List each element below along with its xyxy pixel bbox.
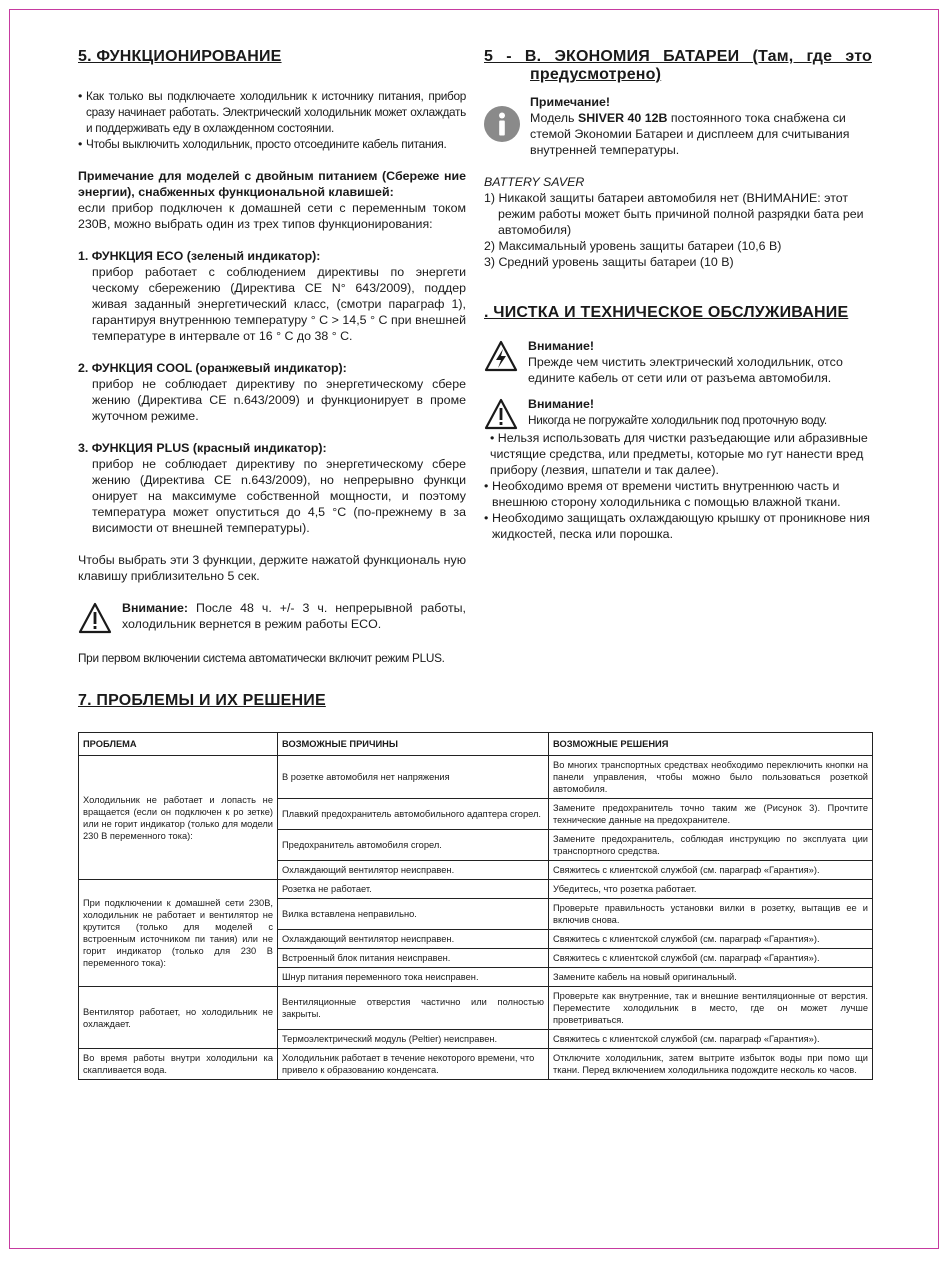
troubleshooting-table <box>78 732 873 1080</box>
warning-label: Внимание! <box>528 339 595 353</box>
warning-text-cont: • Нельзя использовать для чистки разъедающие или абразивные чистящие средства, или предметы, которые мо гут нанести вред прибору (лезвия, шпатели и так далее). <box>490 431 868 477</box>
cause-cell: Предохранитель автомобиля сгорел. <box>278 830 549 861</box>
warning-text: Никогда не погружайте холодильник под проточную воду. <box>528 413 827 427</box>
func-cool-body: прибор не соблюдает директиву по энергетическому сбере жению (Директива CE n.643/2009) и функционирует в проме жуточном режиме. <box>92 377 466 423</box>
list-item: • Необходимо время от времени чистить внутреннюю часть и внешнюю сторону холодильника с помощью влажной ткани. <box>484 479 841 509</box>
solution-cell: Убедитесь, что розетка работает. <box>549 880 873 899</box>
warning-label: Внимание! <box>528 397 595 411</box>
solution-cell: Свяжитесь с клиентской службой (см. параграф «Гарантия»). <box>549 930 873 949</box>
cause-cell: Охлаждающий вентилятор неисправен. <box>278 861 549 880</box>
cleaning-section-title: . ЧИСТКА И ТЕХНИЧЕСКОЕ ОБСЛУЖИВАНИЕ <box>484 304 849 321</box>
cause-cell: Термоэлектрический модуль (Peltier) неисправен. <box>278 1030 549 1049</box>
dual-note-title: Примечание для моделей с двойным питанием (Сбереже ние энергии), снабженных функциональной клавишей: <box>78 169 466 199</box>
battery-section-title-cont: предусмотрено) <box>530 66 662 83</box>
note-label: Примечание! <box>530 95 611 109</box>
table-row <box>79 756 873 799</box>
cause-cell: Холодильник работает в течение некоторого времени, что привело к образованию конденсата. <box>278 1049 549 1080</box>
cause-cell: Охлаждающий вентилятор неисправен. <box>278 930 549 949</box>
select-instructions: Чтобы выбрать эти 3 функции, держите нажатой функциональ ную клавишу приблизительно 5 сек. <box>78 553 466 583</box>
list-item: 3) Средний уровень защиты батареи (10 В) <box>484 255 734 269</box>
left-column <box>78 48 466 666</box>
warning-cleaning-1 <box>484 338 872 386</box>
battery-section-title: 5 - B. ЭКОНОМИЯ БАТАРЕИ (Там, где это <box>484 48 872 65</box>
electric-hazard-icon <box>484 340 518 372</box>
problem-cell: Во время работы внутри холодильни ка скапливается вода. <box>79 1049 278 1080</box>
list-item: 1) Никакой защиты батареи автомобиля нет (ВНИМАНИЕ: этот режим работы может быть причиной полной разрядки бата реи автомобиля) <box>484 191 864 237</box>
dual-note-body: если прибор подключен к домашней сети с переменным током 230В, можно выбрать один из трех типов функционирования: <box>78 201 466 231</box>
header-causes: ВОЗМОЖНЫЕ ПРИЧИНЫ <box>278 733 549 756</box>
cause-cell: Розетка не работает. <box>278 880 549 899</box>
list-item: • Чтобы выключить холодильник, просто отсоедините кабель питания. <box>78 137 447 151</box>
section5-title: 5. ФУНКЦИОНИРОВАНИЕ <box>78 48 282 65</box>
cause-cell: Вилка вставлена неправильно. <box>278 899 549 930</box>
cause-cell: Встроенный блок питания неисправен. <box>278 949 549 968</box>
header-solutions: ВОЗМОЖНЫЕ РЕШЕНИЯ <box>549 733 873 756</box>
warning-eco <box>78 600 466 634</box>
header-problem: ПРОБЛЕМА <box>79 733 278 756</box>
solution-cell: Отключите холодильник, затем вытрите избыток воды при помо щи ткани. Перед включением холодильника подождите несколь ко часов. <box>549 1049 873 1080</box>
cleaning-bullets <box>484 478 872 542</box>
table-row <box>79 880 873 899</box>
intro-bullets <box>78 88 466 152</box>
solution-cell: Во многих транспортных средствах необходимо переключить кнопки на панели управления, чтобы можно было пользоваться розеткой автомобиля. <box>549 756 873 799</box>
func-eco-body: прибор работает с соблюдением директивы по энергети ческому сбережению (Директива CE N° 643/2009), поддер живая заданный энергетический класс, (смотри параграф 1), гарантируя внутреннюю температуру ° C > 14,5 ° C при внешней температуре в интервале от 16 ° C до 38 ° C. <box>92 265 466 343</box>
cause-cell: Вентиляционные отверстия частично или полностью закрыты. <box>278 987 549 1030</box>
info-icon <box>484 106 520 142</box>
warning-text: Прежде чем чистить электрический холодильник, отсо едините кабель от сети или от разъема автомобиля. <box>528 355 843 385</box>
problem-cell: Вентилятор работает, но холодильник не охлаждает. <box>79 987 278 1049</box>
func-eco-title: 1. ФУНКЦИЯ ECO (зеленый индикатор): <box>78 249 321 263</box>
problem-cell: Холодильник не работает и лопасть не вращается (если он подключен к ро зетке) или не горит индикатор (только для модели 230 В переменного тока): <box>79 756 278 880</box>
list-item: 2) Максимальный уровень защиты батареи (10,6 В) <box>484 239 782 253</box>
battery-levels <box>484 190 872 270</box>
solution-cell: Проверьте как внутренние, так и внешние вентиляционные от верстия. Переместите холодильник в место, где он может лучше проветриваться. <box>549 987 873 1030</box>
battery-note: Примечание! Модель SHIVER 40 12B постоянного тока снабжена си стемой Экономии Батареи и дисплеем для считывания внутренней температуры. <box>484 94 872 158</box>
solution-cell: Замените кабель на новый оригинальный. <box>549 968 873 987</box>
table-row <box>79 987 873 1030</box>
warning-triangle-icon <box>484 398 518 430</box>
solution-cell: Замените предохранитель, соблюдая инструкцию по эксплуата ции транспортного средства. <box>549 830 873 861</box>
cause-cell: В розетке автомобиля нет напряжения <box>278 756 549 799</box>
solution-cell: Проверьте правильность установки вилки в розетку, вытащив ее и включив снова. <box>549 899 873 930</box>
func-plus-body: прибор не соблюдает директиву по энергетическому сбере жению (Директива CE n.643/2009), но непрерывно функци онирует на максимуме собственной мощности, и поэтому температура может опуститься до 4,5 °C (по-прежнему в за висимости от внешней температуры). <box>92 457 466 535</box>
warning-text: После 48 ч. +/- 3 ч. непрерывной работы, холодильник вернется в режим работы ECO. <box>122 601 467 631</box>
battery-saver-label: BATTERY SAVER <box>484 175 585 189</box>
warning-label: Внимание: <box>122 601 189 615</box>
cause-cell: Плавкий предохранитель автомобильного адаптера сгорел. <box>278 799 549 830</box>
solution-cell: Свяжитесь с клиентской службой (см. параграф «Гарантия»). <box>549 1030 873 1049</box>
list-item: • Необходимо защищать охлаждающую крышку от проникнове ния жидкостей, песка или порошка. <box>484 511 870 541</box>
list-item: • Как только вы подключаете холодильник к источнику питания, прибор сразу начинает работать. Электрический холодильник может охлаждать и поддерживать еду в охлажденном состоянии. <box>78 89 466 135</box>
table-row <box>79 1049 873 1080</box>
func-cool-title: 2. ФУНКЦИЯ COOL (оранжевый индикатор): <box>78 361 347 375</box>
troubleshooting-section <box>78 692 872 1080</box>
solution-cell: Замените предохранитель точно таким же (Рисунок 3). Прочтите технические данные на предохранителе. <box>549 799 873 830</box>
troubleshooting-title: 7. ПРОБЛЕМЫ И ИХ РЕШЕНИЕ <box>78 692 326 709</box>
right-column <box>484 48 872 542</box>
solution-cell: Свяжитесь с клиентской службой (см. параграф «Гарантия»). <box>549 861 873 880</box>
func-plus-title: 3. ФУНКЦИЯ PLUS (красный индикатор): <box>78 441 327 455</box>
first-on-note: При первом включении система автоматически включит режим PLUS. <box>78 651 445 665</box>
warning-triangle-icon <box>78 602 112 634</box>
cause-cell: Шнур питания переменного тока неисправен. <box>278 968 549 987</box>
model-name: SHIVER 40 12B <box>577 111 668 125</box>
problem-cell: При подключении к домашней сети 230В, холодильник не работает и вентилятор не крутится (только для моделей с встроенным источником пи тания) или не горит индикатор (только для 230 В переменного тока): <box>79 880 278 987</box>
solution-cell: Свяжитесь с клиентской службой (см. параграф «Гарантия»). <box>549 949 873 968</box>
table-header-row <box>79 733 873 756</box>
warning-cleaning-2 <box>484 396 872 478</box>
